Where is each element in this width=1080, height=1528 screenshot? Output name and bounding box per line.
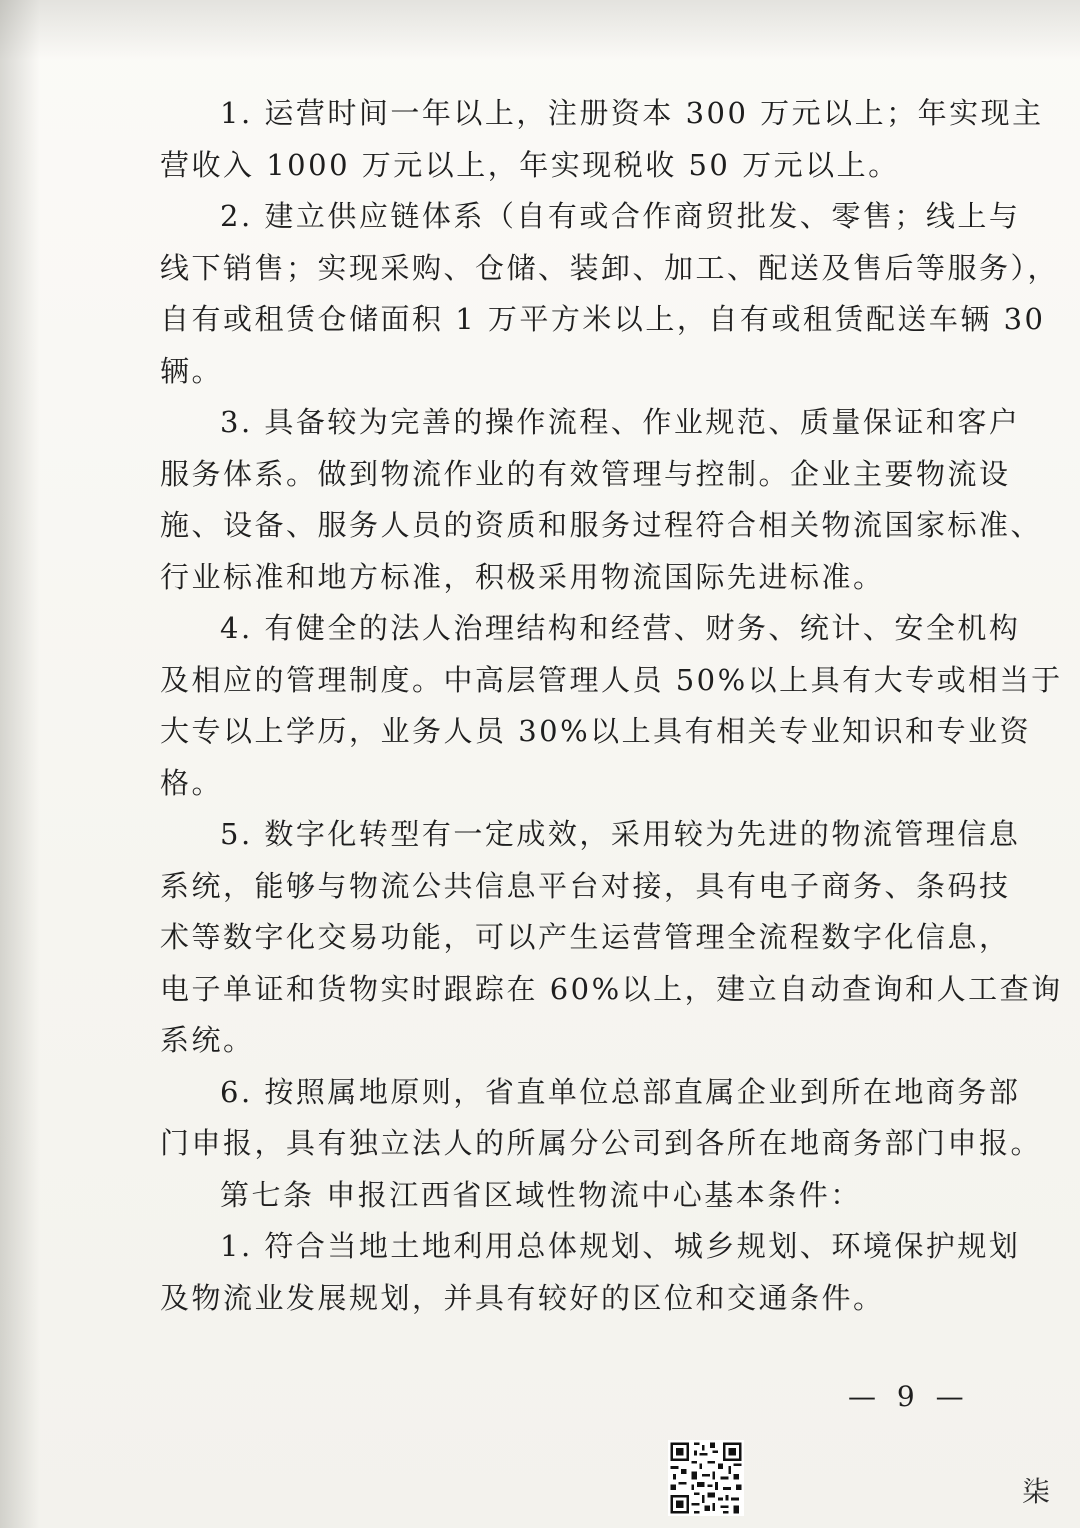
- text-line: 自有或租赁仓储面积 1 万平方米以上，自有或租赁配送车辆 30: [160, 302, 1046, 336]
- text-line: 5. 数字化转型有一定成效，采用较为先进的物流管理信息: [220, 817, 1021, 851]
- text-line: 2. 建立供应链体系（自有或合作商贸批发、零售；线上与: [220, 199, 1021, 233]
- text-line: 3. 具备较为完善的操作流程、作业规范、质量保证和客户: [220, 405, 1021, 439]
- paragraph-3: [160, 397, 1043, 603]
- text-line: 电子单证和货物实时跟踪在 60%以上，建立自动查询和人工查询: [160, 971, 1063, 1006]
- text-line: 系统。: [160, 1023, 255, 1057]
- text-line: 大专以上学历，业务人员 30%以上具有相关专业知识和专业资: [160, 714, 1032, 748]
- paragraph-6: [160, 1067, 1043, 1170]
- scan-shadow-left: [0, 0, 40, 1528]
- text-line: 格。: [160, 765, 224, 800]
- text-line: 6. 按照属地原则，省直单位总部直属企业到所在地商务部: [220, 1074, 1021, 1109]
- text-line: 辆。: [160, 353, 224, 388]
- paragraph-4: [160, 603, 1063, 809]
- page-number: — 9 —: [848, 1380, 970, 1413]
- text-line: 行业标准和地方标准，积极采用物流国际先进标准。: [160, 559, 885, 594]
- text-line: 术等数字化交易功能，可以产生运营管理全流程数字化信息，: [160, 920, 1011, 954]
- corner-mark: 柒: [1022, 1475, 1051, 1508]
- text-line: 第七条 申报江西省区域性物流中心基本条件：: [220, 1177, 862, 1212]
- text-line: 服务体系。做到物流作业的有效管理与控制。企业主要物流设: [160, 456, 1011, 491]
- document-body: [160, 88, 1063, 1324]
- text-line: 系统，能够与物流公共信息平台对接，具有电子商务、条码技: [160, 868, 1011, 903]
- paragraph-8: [160, 1221, 1021, 1324]
- text-line: 1. 运营时间一年以上，注册资本 300 万元以上；年实现主: [220, 96, 1044, 130]
- text-line: 门申报，具有独立法人的所属分公司到各所在地商务部门申报。: [160, 1126, 1043, 1160]
- text-line: 1. 符合当地土地利用总体规划、城乡规划、环境保护规划: [220, 1229, 1021, 1263]
- text-line: 4. 有健全的法人治理结构和经营、财务、统计、安全机构: [220, 611, 1021, 645]
- paragraph-2: [160, 191, 1060, 397]
- text-line: 营收入 1000 万元以上，年实现税收 50 万元以上。: [160, 147, 900, 182]
- paragraph-5: [160, 809, 1063, 1067]
- article-7-heading: [160, 1170, 980, 1222]
- text-line: 施、设备、服务人员的资质和服务过程符合相关物流国家标准、: [160, 508, 1043, 542]
- text-line: 及相应的管理制度。中高层管理人员 50%以上具有大专或相当于: [160, 662, 1063, 697]
- paragraph-1: [160, 88, 1044, 191]
- text-line: 及物流业发展规划，并具有较好的区位和交通条件。: [160, 1280, 885, 1315]
- text-line: 线下销售；实现采购、仓储、装卸、加工、配送及售后等服务），: [160, 250, 1060, 285]
- scan-shadow-top: [0, 0, 1080, 60]
- qr-code-icon: [668, 1440, 744, 1516]
